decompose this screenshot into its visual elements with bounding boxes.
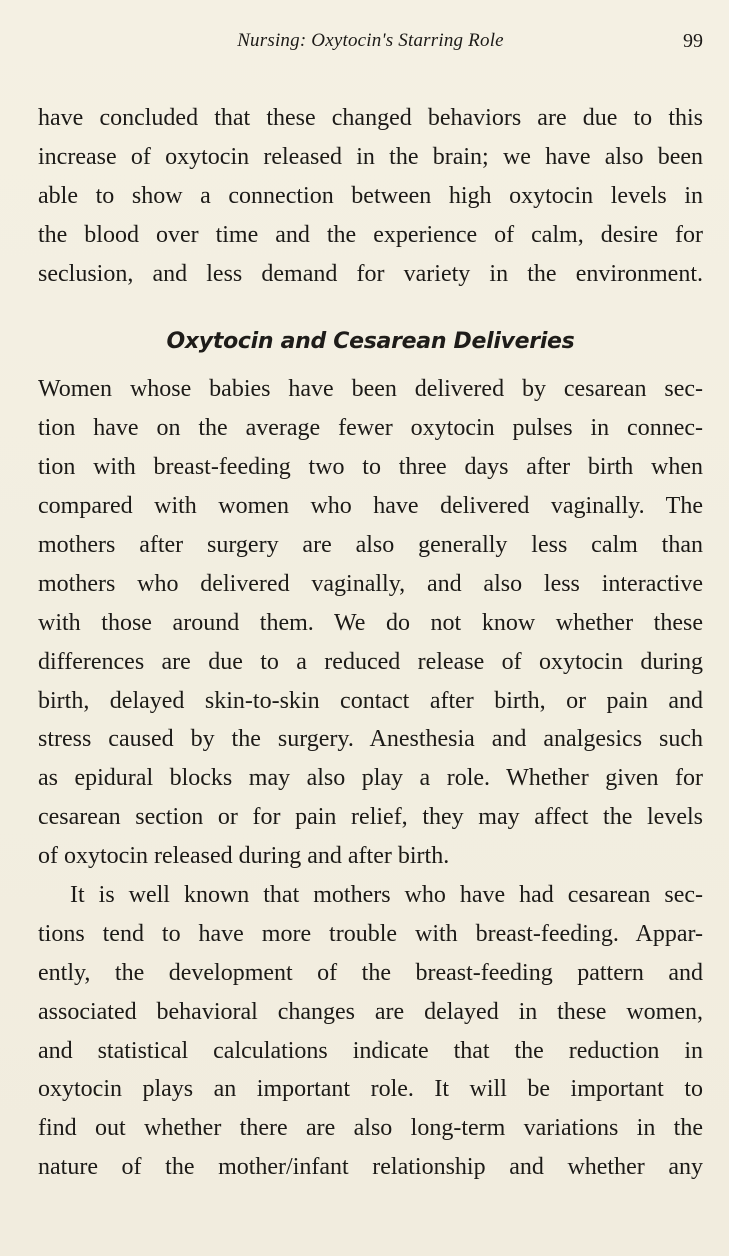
text-line: oxytocin plays an important role. It will be important to [38,1076,703,1103]
text-line: able to show a connection between high oxytocin levels in [38,182,703,209]
text-line: tions tend to have more trouble with breast-feeding. Appar- [38,920,703,947]
text-line: Women whose babies have been delivered by cesarean sec- [38,376,703,403]
running-header [38,30,703,58]
text-line: It is well known that mothers who have had cesarean sec- [70,882,703,909]
text-line: mothers who delivered vaginally, and also less interactive [38,570,703,597]
text-line: compared with women who have delivered vaginally. The [38,493,703,520]
text-line: have concluded that these changed behaviors are due to this [38,105,703,131]
paragraph-1 [38,99,703,293]
text-line: as epidural blocks may also play a role. Whether given for [38,765,703,792]
text-line: nature of the mother/infant relationship and whether any [38,1154,703,1181]
text-line: ently, the development of the breast-feeding pattern and [38,959,703,986]
text-line: tion have on the average fewer oxytocin pulses in connec- [38,415,703,442]
text-line: find out whether there are also long-term variations in the [38,1115,703,1142]
text-line: associated behavioral changes are delayed in these women, [38,998,703,1025]
text-line: cesarean section or for pain relief, they may affect the levels [38,804,703,831]
text-line: of oxytocin released during and after birth. [38,843,450,870]
text-line: and statistical calculations indicate that the reduction in [38,1037,703,1064]
text-line: stress caused by the surgery. Anesthesia and analgesics such [38,726,703,753]
section-heading: Oxytocin and Cesarean Deliveries [166,329,575,355]
running-title: Nursing: Oxytocin's Starring Role [237,30,504,51]
page-number: 99 [683,30,703,52]
text-line: the blood over time and the experience of calm, desire for [38,221,703,248]
text-line: birth, delayed skin-to-skin contact after birth, or pain and [38,687,703,714]
text-line: increase of oxytocin released in the brain; we have also been [38,143,703,170]
text-line: mothers after surgery are also generally less calm than [38,532,703,559]
text-line: seclusion, and less demand for variety in the environment. [38,260,703,287]
body-text [38,99,703,1187]
paragraph-2 [38,370,703,876]
text-line: with those around them. We do not know whether these [38,609,703,636]
paragraph-3 [38,876,703,1187]
text-line: tion with breast-feeding two to three days after birth when [38,454,703,481]
text-line: differences are due to a reduced release of oxytocin during [38,648,703,675]
